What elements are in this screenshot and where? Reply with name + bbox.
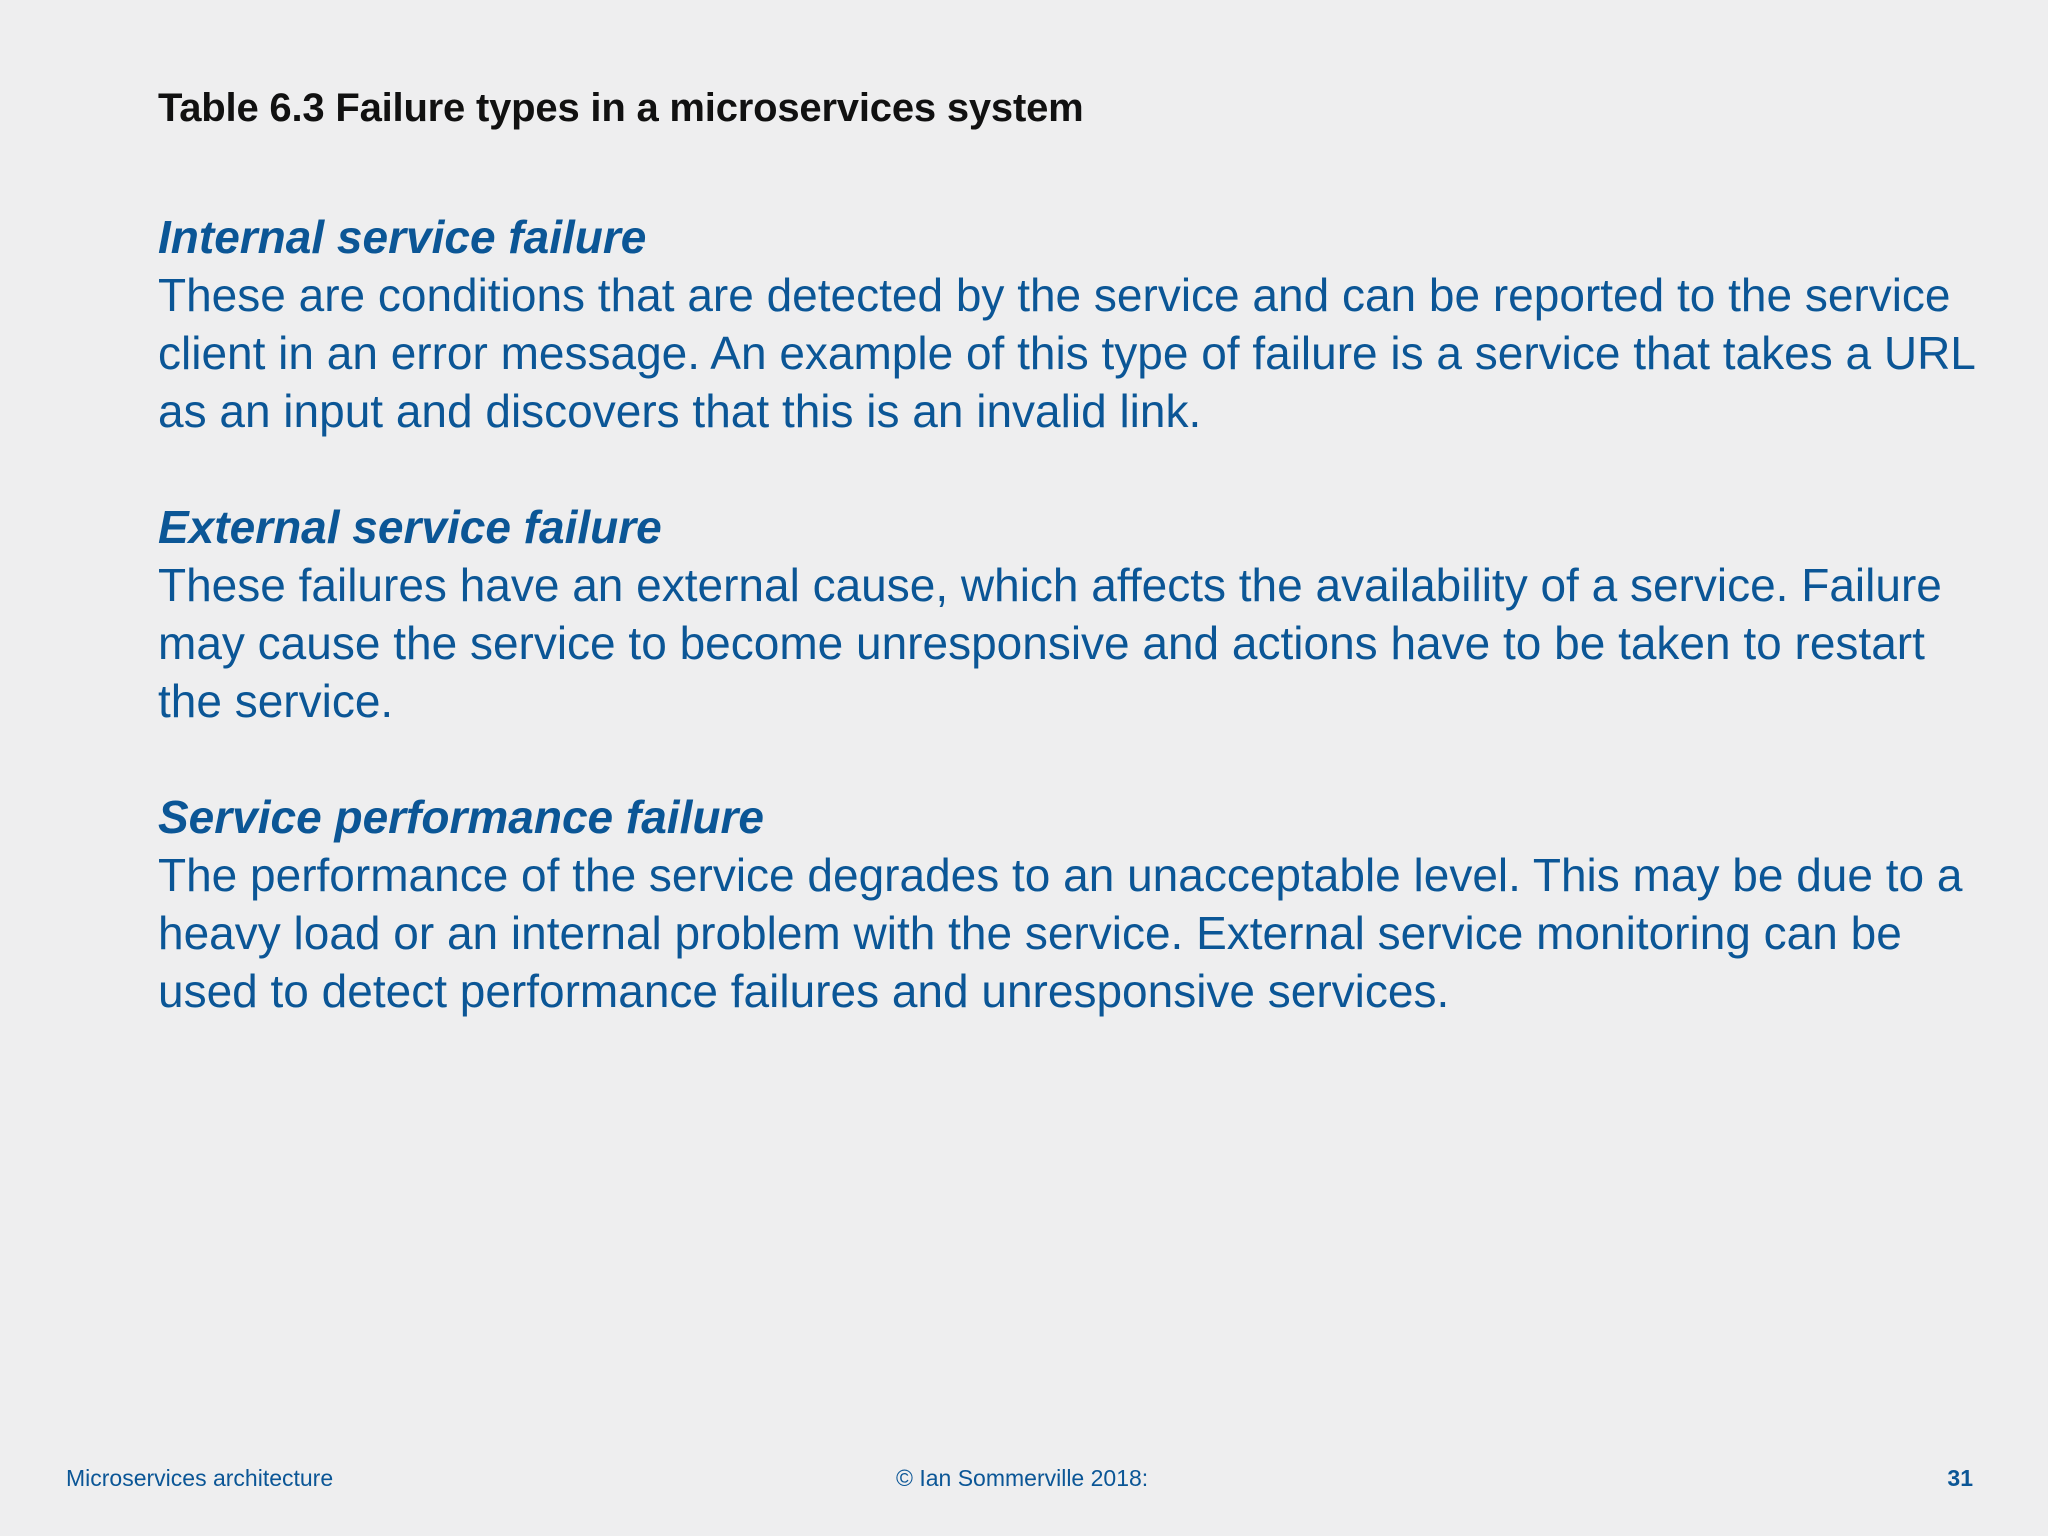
entry-body: These are conditions that are detected by the service and can be reported to the service client in an error message. An example of this type of failure is a service that takes a URL as an input and discovers that this is an invalid link. bbox=[158, 269, 1975, 437]
entry-heading: Service performance failure bbox=[158, 791, 764, 843]
footer-course-title: Microservices architecture bbox=[66, 1465, 334, 1491]
entry-body: The performance of the service degrades to an unacceptable level. This may be due to a heavy load or an internal problem with the service. External service monitoring can be used to detect performance failures and unresponsive services. bbox=[158, 849, 1963, 1017]
footer-copyright: © Ian Sommerville 2018: bbox=[896, 1465, 1149, 1491]
entry-heading: External service failure bbox=[158, 501, 662, 553]
entry-heading: Internal service failure bbox=[158, 211, 647, 263]
table-title: Table 6.3 Failure types in a microservices system bbox=[158, 86, 1084, 130]
entry-body: These failures have an external cause, which affects the availability of a service. Failure may cause the service to become unresponsive and actions have to be taken to restart the service. bbox=[158, 559, 1942, 727]
failure-types-list bbox=[158, 208, 1978, 1078]
entry-service-performance-failure bbox=[158, 788, 1978, 1020]
footer-page-number: 31 bbox=[1947, 1465, 1973, 1491]
entry-external-service-failure bbox=[158, 498, 1978, 730]
entry-internal-service-failure bbox=[158, 208, 1978, 440]
